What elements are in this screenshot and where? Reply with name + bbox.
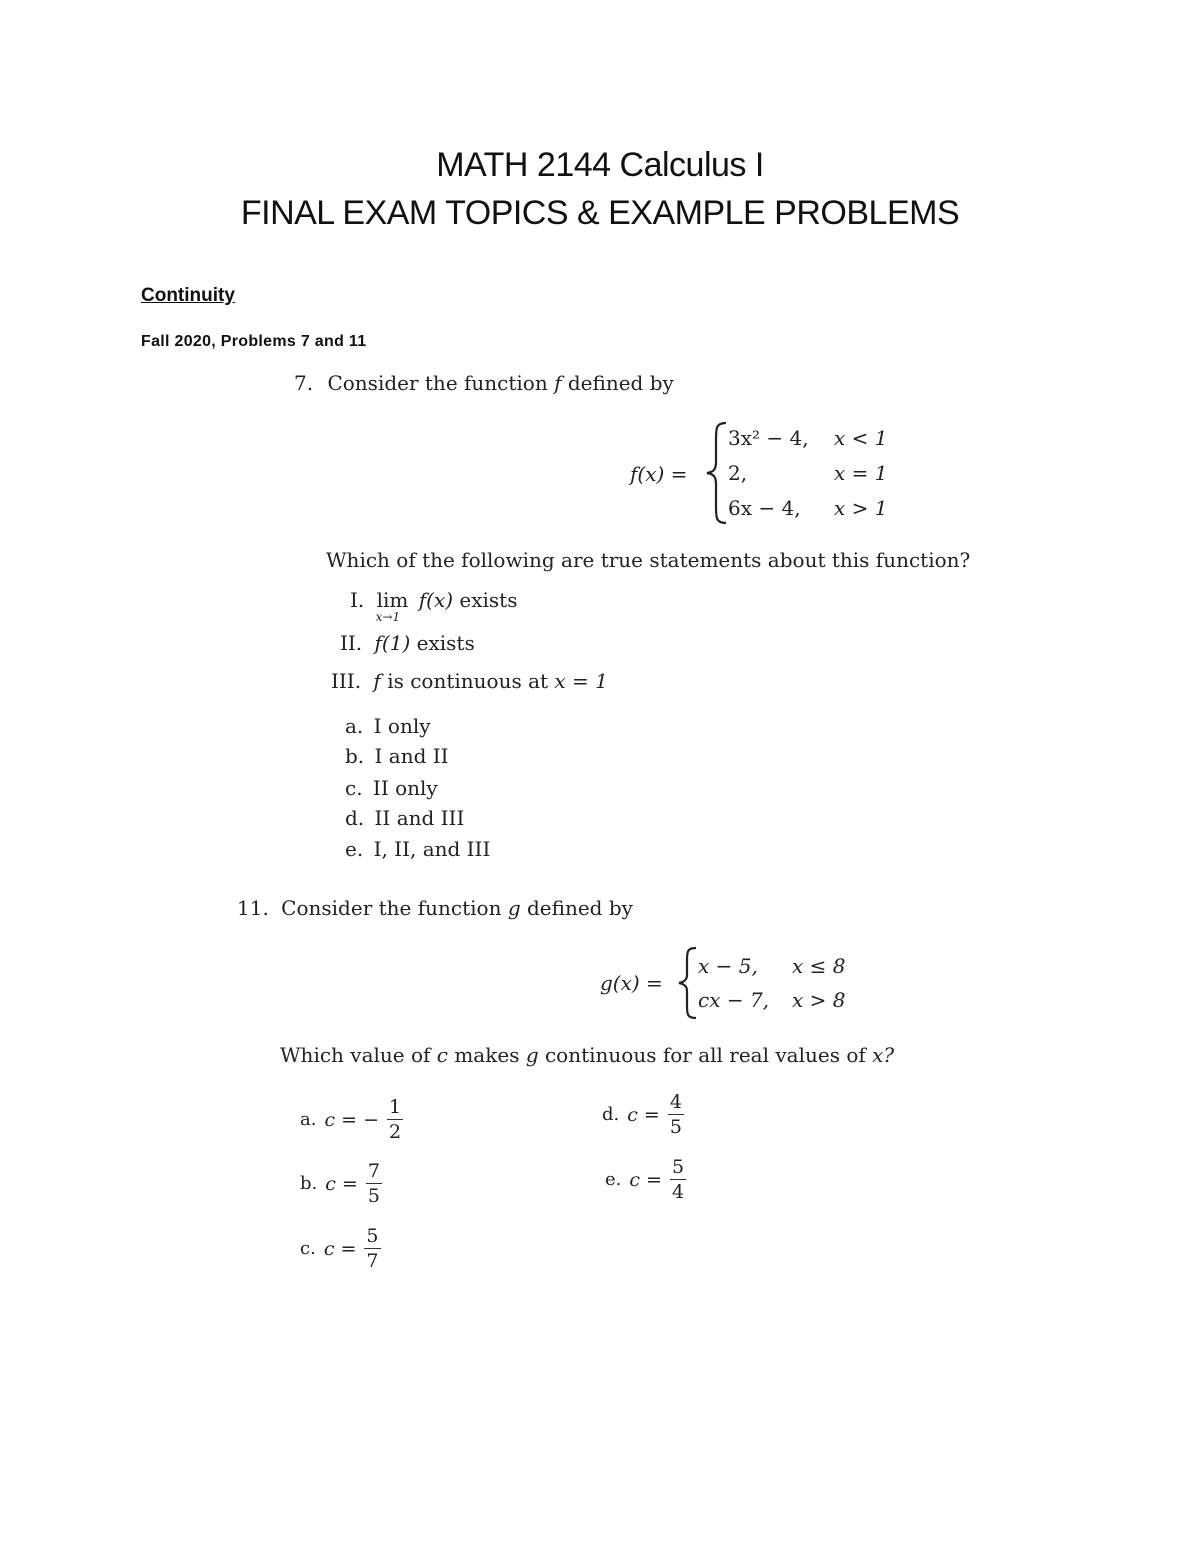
g-case-1-expr: x − 5,	[698, 954, 758, 978]
problem-11-number: 11.	[237, 896, 269, 920]
problem-7-number: 7.	[294, 371, 314, 395]
f-case-1-cond: x < 1	[834, 426, 888, 450]
problem-7-question: Which of the following are true statements about this function?	[326, 548, 971, 572]
problem-source: Fall 2020, Problems 7 and 11	[141, 333, 367, 350]
statement-ii: II. f(1) exists	[340, 631, 475, 655]
fraction: $\frac{5}{7}$	[366, 1225, 379, 1272]
f-case-3-cond: x > 1	[834, 496, 888, 520]
choice-11d: d. c = $\frac{4}{5}$	[602, 1091, 682, 1138]
f-left-brace	[704, 420, 730, 526]
fraction: $\frac{4}{5}$	[669, 1091, 682, 1138]
problem-11-question: Which value of c makes g continuous for all real values of x?	[280, 1043, 895, 1067]
choice-7b: b. I and II	[345, 744, 449, 768]
choice-7c: c. II only	[345, 776, 438, 800]
choice-11e: e. c = $\frac{5}{4}$	[605, 1156, 685, 1203]
fraction: $\frac{5}{4}$	[671, 1156, 685, 1203]
f-definition-lhs: f(x) =	[630, 462, 688, 486]
f-case-2-expr: 2,	[728, 461, 748, 485]
choice-7d: d. II and III	[345, 806, 465, 830]
document-title: MATH 2144 Calculus I	[436, 146, 764, 184]
choice-11c: c. c = $\frac{5}{7}$	[300, 1225, 379, 1272]
statement-i: I. lim x→1 f(x) exists	[350, 588, 518, 624]
fraction: $\frac{1}{2}$	[389, 1096, 402, 1143]
g-case-1-cond: x ≤ 8	[792, 954, 846, 978]
problem-11-intro: 11. Consider the function g defined by	[237, 896, 633, 920]
limit-subscript: x→1	[375, 610, 401, 624]
f-case-2-cond: x = 1	[834, 461, 888, 485]
g-case-2-expr: cx − 7,	[698, 988, 770, 1012]
fraction: $\frac{7}{5}$	[367, 1160, 380, 1207]
choice-7e: e. I, II, and III	[345, 837, 491, 861]
section-heading: Continuity	[141, 285, 235, 306]
f-case-1-expr: 3x² − 4,	[728, 426, 809, 450]
f-case-3-expr: 6x − 4,	[728, 496, 801, 520]
g-definition-lhs: g(x) =	[600, 971, 663, 995]
document-subtitle: FINAL EXAM TOPICS & EXAMPLE PROBLEMS	[240, 194, 960, 232]
choice-7a: a. I only	[345, 714, 431, 738]
g-case-2-cond: x > 8	[792, 988, 846, 1012]
limit-operator: lim	[376, 588, 409, 612]
choice-11b: b. c = $\frac{7}{5}$	[300, 1160, 380, 1207]
problem-7-intro: 7. Consider the function f defined by	[294, 371, 674, 395]
choice-11a: a. c = − $\frac{1}{2}$	[300, 1096, 402, 1143]
statement-iii: III. f is continuous at x = 1	[331, 669, 608, 693]
g-left-brace	[676, 945, 700, 1021]
